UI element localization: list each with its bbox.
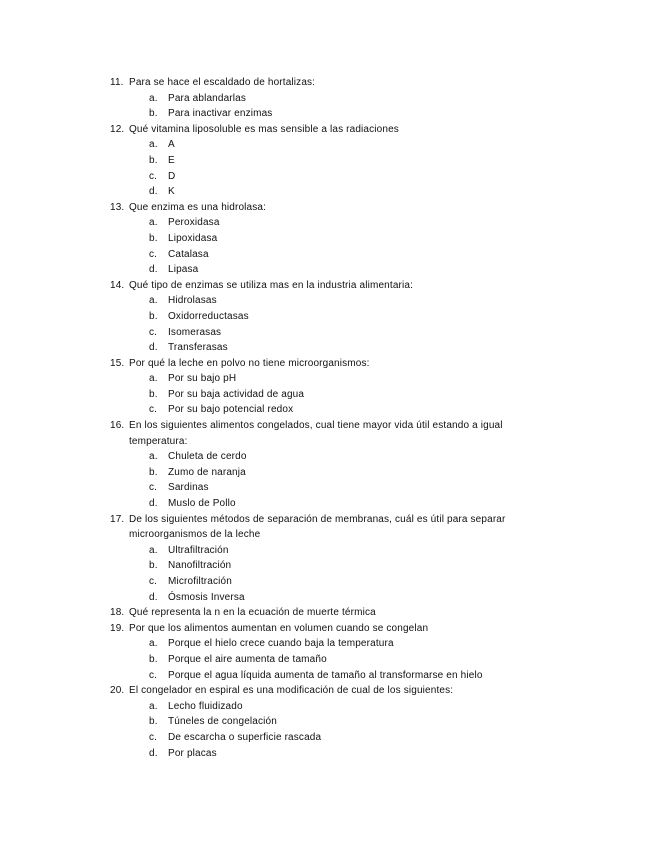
option-text: Peroxidasa xyxy=(168,217,220,229)
option-letter: b. xyxy=(149,154,158,166)
option-letter: b. xyxy=(149,653,158,665)
option-text: Por su baja actividad de agua xyxy=(168,388,305,400)
answer-option xyxy=(0,371,655,387)
question-line xyxy=(0,75,655,91)
question-number: 16. xyxy=(110,420,125,432)
question-line-continuation xyxy=(0,527,655,543)
answer-option xyxy=(0,746,655,762)
option-text: De escarcha o superficie rascada xyxy=(168,731,322,743)
question-text: En los siguientes alimentos congelados, cual tiene mayor vida útil estando a igual xyxy=(129,420,503,432)
answer-option xyxy=(0,184,655,200)
question-list xyxy=(0,75,655,761)
option-text: Porque el agua líquida aumenta de tamaño al transformarse en hielo xyxy=(168,669,483,681)
answer-option xyxy=(0,730,655,746)
option-text: Para inactivar enzimas xyxy=(168,108,273,120)
option-text: Lipoxidasa xyxy=(168,232,218,244)
option-letter: a. xyxy=(149,700,158,712)
question-item xyxy=(0,605,655,621)
question-text: Para se hace el escaldado de hortalizas: xyxy=(129,77,316,88)
question-item xyxy=(0,418,655,512)
question-line xyxy=(0,356,655,372)
question-line xyxy=(0,683,655,699)
question-number: 19. xyxy=(110,622,125,634)
question-text: Que enzima es una hidrolasa: xyxy=(129,201,267,213)
option-letter: c. xyxy=(149,404,158,416)
answer-option xyxy=(0,668,655,684)
answer-option xyxy=(0,699,655,715)
option-letter: c. xyxy=(149,669,158,681)
answer-option xyxy=(0,169,655,185)
answer-option xyxy=(0,137,655,153)
option-letter: d. xyxy=(149,747,158,759)
option-text: Sardinas xyxy=(168,482,209,494)
question-text: temperatura: xyxy=(129,435,188,447)
option-text: D xyxy=(168,170,176,182)
answer-option xyxy=(0,714,655,730)
question-line xyxy=(0,512,655,528)
question-number: 18. xyxy=(110,607,125,619)
option-text: Por placas xyxy=(168,747,217,759)
option-text: Transferasas xyxy=(168,342,228,354)
option-text: K xyxy=(168,186,175,198)
question-text: El congelador en espiral es una modificación de cual de los siguientes: xyxy=(129,685,454,697)
option-letter: c. xyxy=(149,482,158,494)
option-text: Para ablandarlas xyxy=(168,92,247,104)
answer-option xyxy=(0,293,655,309)
question-item xyxy=(0,122,655,200)
answer-option xyxy=(0,106,655,122)
option-letter: a. xyxy=(149,638,158,650)
question-item xyxy=(0,200,655,278)
option-text: Muslo de Pollo xyxy=(168,498,236,510)
answer-option xyxy=(0,543,655,559)
question-number: 13. xyxy=(110,201,125,213)
option-letter: c. xyxy=(149,576,158,587)
question-item xyxy=(0,278,655,356)
question-item xyxy=(0,683,655,761)
question-number: 12. xyxy=(110,123,125,135)
option-text: Nanofiltración xyxy=(168,560,232,572)
answer-option xyxy=(0,558,655,574)
option-letter: a. xyxy=(149,92,158,104)
option-letter: b. xyxy=(149,108,158,120)
answer-option xyxy=(0,496,655,512)
question-text: Qué representa la n en la ecuación de muerte térmica xyxy=(129,607,376,619)
question-item xyxy=(0,512,655,606)
answer-option xyxy=(0,215,655,231)
answer-option xyxy=(0,402,655,418)
question-text: Qué tipo de enzimas se utiliza mas en la industria alimentaria: xyxy=(129,279,414,291)
question-text: De los siguientes métodos de separación de membranas, cuál es útil para separar xyxy=(129,513,506,525)
option-letter: a. xyxy=(149,217,158,229)
question-number: 17. xyxy=(110,513,125,525)
question-text: microorganismos de la leche xyxy=(129,529,261,541)
option-text: Microfiltración xyxy=(168,576,232,587)
option-text: Por su bajo potencial redox xyxy=(168,404,294,416)
option-text: Túneles de congelación xyxy=(168,716,277,728)
option-letter: b. xyxy=(149,388,158,400)
option-text: Isomerasas xyxy=(168,326,222,338)
option-letter: d. xyxy=(149,498,158,510)
option-letter: c. xyxy=(149,326,158,338)
option-letter: d. xyxy=(149,591,158,603)
question-number: 15. xyxy=(110,357,125,369)
option-letter: a. xyxy=(149,295,158,307)
answer-option xyxy=(0,652,655,668)
question-line xyxy=(0,418,655,434)
option-letter: a. xyxy=(149,139,158,151)
question-item xyxy=(0,621,655,683)
question-line xyxy=(0,278,655,294)
question-number: 20. xyxy=(110,685,125,697)
option-text: Hidrolasas xyxy=(168,295,217,307)
question-line-continuation xyxy=(0,434,655,450)
option-letter: d. xyxy=(149,264,158,276)
answer-option xyxy=(0,247,655,263)
option-text: Chuleta de cerdo xyxy=(168,451,247,463)
option-letter: a. xyxy=(149,451,158,463)
option-text: E xyxy=(168,154,175,166)
option-text: Ósmosis Inversa xyxy=(168,591,245,603)
question-number: 11. xyxy=(110,77,124,88)
question-text: Por que los alimentos aumentan en volumen cuando se congelan xyxy=(129,622,429,634)
option-letter: b. xyxy=(149,232,158,244)
question-line xyxy=(0,122,655,138)
question-number: 14. xyxy=(110,279,125,291)
question-text: Qué vitamina liposoluble es mas sensible a las radiaciones xyxy=(129,123,399,135)
option-text: Por su bajo pH xyxy=(168,373,237,385)
question-line xyxy=(0,621,655,637)
option-letter: d. xyxy=(149,186,158,198)
answer-option xyxy=(0,91,655,107)
option-text: Ultrafiltración xyxy=(168,544,229,556)
answer-option xyxy=(0,636,655,652)
answer-option xyxy=(0,262,655,278)
question-line xyxy=(0,605,655,621)
question-text: Por qué la leche en polvo no tiene microorganismos: xyxy=(129,357,370,369)
option-text: Catalasa xyxy=(168,248,209,260)
option-text: Porque el aire aumenta de tamaño xyxy=(168,653,327,665)
answer-option xyxy=(0,480,655,496)
answer-option xyxy=(0,574,655,590)
option-text: Lecho fluidizado xyxy=(168,700,243,712)
option-letter: b. xyxy=(149,466,158,478)
option-text: Porque el hielo crece cuando baja la temperatura xyxy=(168,638,394,650)
option-letter: b. xyxy=(149,560,158,572)
option-letter: a. xyxy=(149,544,158,556)
question-item xyxy=(0,356,655,418)
option-letter: b. xyxy=(149,716,158,728)
option-text: Lipasa xyxy=(168,264,199,276)
answer-option xyxy=(0,449,655,465)
option-letter: d. xyxy=(149,342,158,354)
option-text: A xyxy=(168,139,175,151)
option-text: Zumo de naranja xyxy=(168,466,246,478)
answer-option xyxy=(0,465,655,481)
answer-option xyxy=(0,340,655,356)
option-letter: b. xyxy=(149,310,158,322)
answer-option xyxy=(0,309,655,325)
question-item xyxy=(0,75,655,122)
option-letter: c. xyxy=(149,170,158,182)
answer-option xyxy=(0,590,655,606)
answer-option xyxy=(0,325,655,341)
option-text: Oxidorreductasas xyxy=(168,310,249,322)
answer-option xyxy=(0,231,655,247)
option-letter: a. xyxy=(149,373,158,385)
option-letter: c. xyxy=(149,731,158,743)
answer-option xyxy=(0,387,655,403)
question-line xyxy=(0,200,655,216)
option-letter: c. xyxy=(149,248,158,260)
answer-option xyxy=(0,153,655,169)
